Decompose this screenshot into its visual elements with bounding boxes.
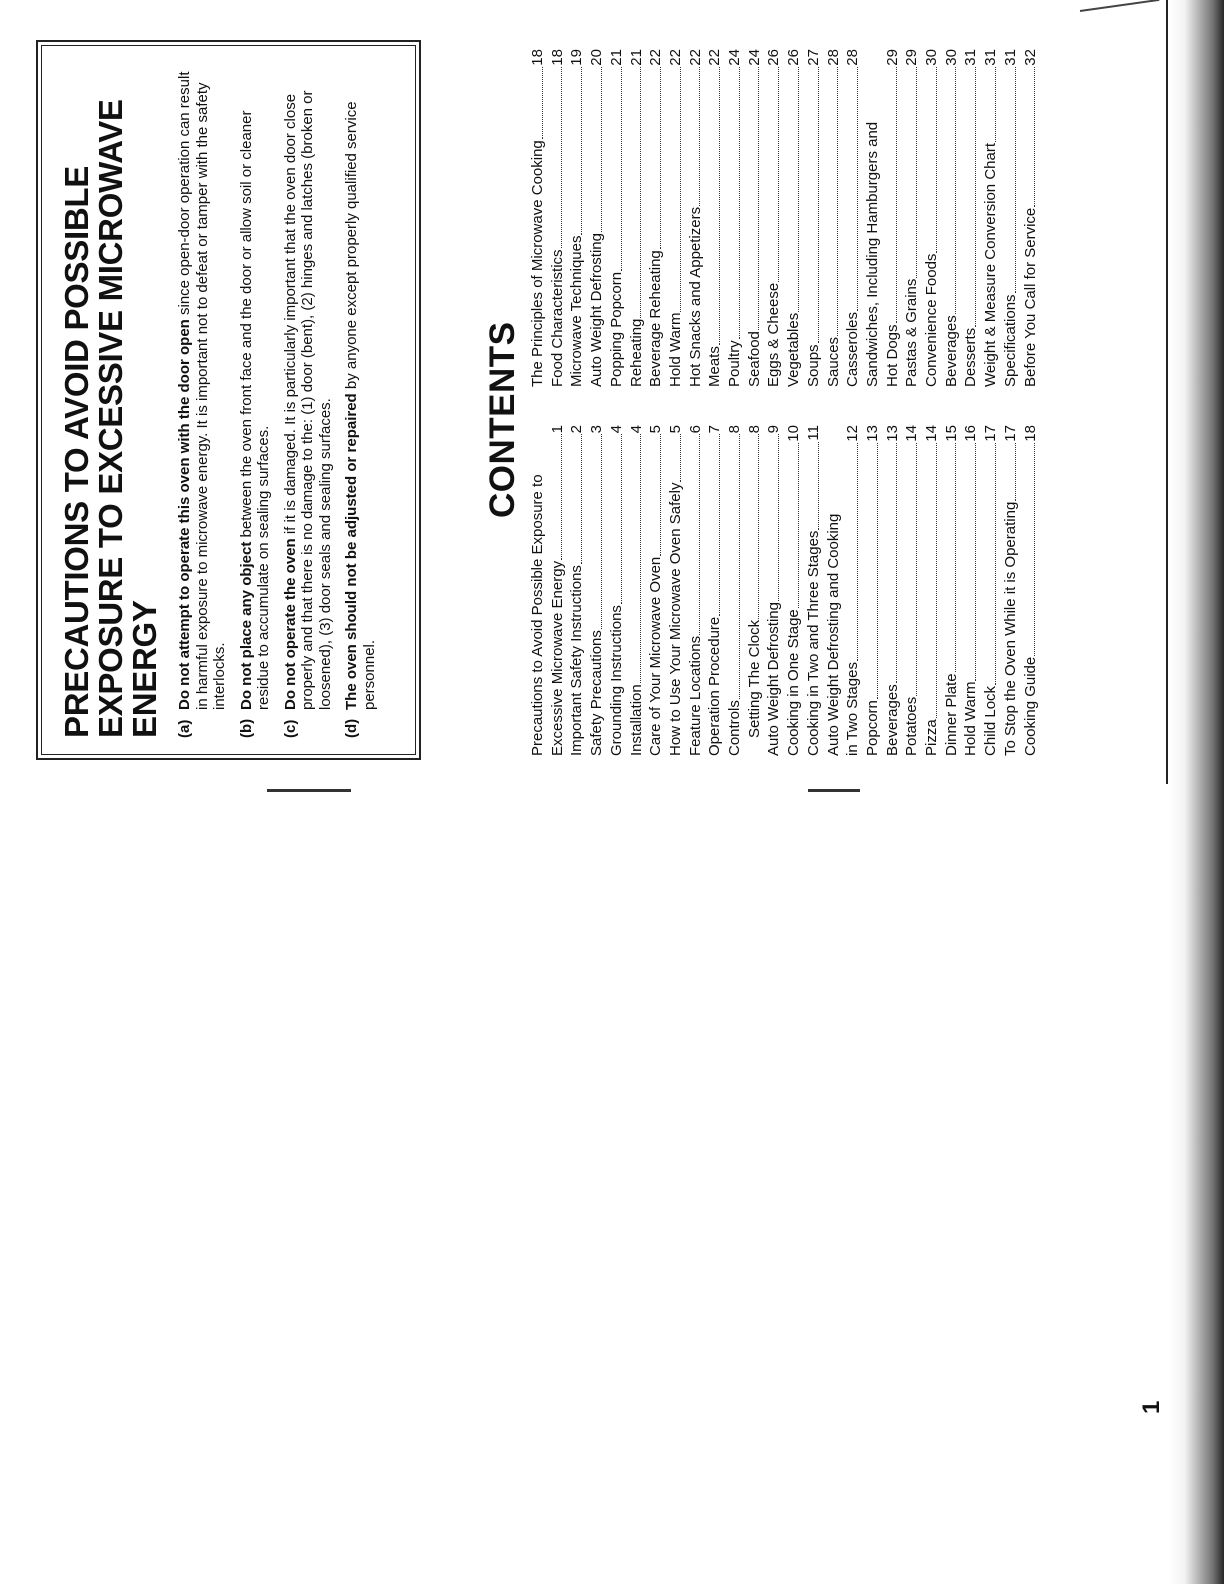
precaution-text: by anyone except properly qualified service personnel.	[343, 101, 378, 710]
toc-leader-dots	[1034, 67, 1035, 207]
toc-entry	[725, 425, 745, 756]
toc-entry-title: Vegetables	[785, 312, 803, 387]
toc-entry-title: How to Use Your Microwave Oven Safely	[666, 482, 684, 756]
toc-leader-dots	[778, 67, 779, 282]
toc-leader-dots	[680, 67, 681, 312]
toc-entry-title: Sandwiches, Including Hamburgers and	[863, 121, 881, 387]
toc-entry-page: 13	[883, 425, 901, 442]
toc-entry-page: 26	[785, 49, 803, 66]
precaution-item-b	[238, 62, 273, 738]
toc-leader-dots	[916, 443, 917, 696]
toc-leader-dots	[699, 434, 700, 635]
toc-entry-title: Pizza	[923, 719, 941, 756]
toc-leader-dots	[995, 443, 996, 685]
divider-rule	[267, 789, 351, 792]
toc-entry-page: 8	[745, 425, 763, 434]
toc-leader-dots	[936, 443, 937, 719]
toc-entry-page: 30	[942, 49, 960, 66]
toc-leader-dots	[778, 434, 779, 601]
toc-entry	[942, 49, 962, 387]
toc-entry-title: The Principles of Microwave Cooking	[529, 140, 546, 387]
toc-entry-title: Specifications	[1001, 294, 1019, 387]
toc-leader-dots	[699, 67, 700, 206]
toc-entry-title: Setting The Clock	[745, 619, 763, 738]
toc-entry-page: 18	[548, 49, 566, 66]
toc-leader-dots	[995, 67, 996, 142]
toc-entry-page: 21	[627, 49, 645, 66]
toc-entry	[902, 49, 922, 387]
toc-entry	[902, 425, 922, 756]
toc-entry-page: 22	[686, 49, 704, 66]
toc-leader-dots	[818, 67, 819, 344]
precaution-text: since open-door operation can result in harmful exposure to microwave energy. It is important not to defeat or tamper with the safety interlocks.	[176, 71, 228, 710]
toc-leader-dots	[739, 67, 740, 340]
toc-leader-dots	[896, 443, 897, 684]
toc-leader-dots	[621, 434, 622, 604]
precaution-text: between the oven front face and the door or allow soil or cleaner residue to accumulate on sealing surfaces.	[237, 110, 272, 710]
toc-entry-page: 24	[745, 49, 763, 66]
toc-entry-title: Auto Weight Defrosting	[588, 233, 606, 387]
toc-entry-title: Cooking in Two and Three Stages	[804, 530, 822, 756]
toc-entry	[961, 49, 981, 387]
precaution-item-d	[343, 62, 378, 738]
toc-leader-dots	[739, 434, 740, 699]
toc-entry-title: Soups	[804, 344, 822, 387]
contents-title: CONTENTS	[483, 321, 522, 518]
toc-entry-page: 22	[647, 49, 665, 66]
toc-entry-page: 4	[607, 425, 625, 434]
precautions-box	[36, 40, 421, 760]
toc-entry-page: 4	[627, 425, 645, 434]
precaution-bold-text: Do not attempt to operate this oven with the door open	[176, 319, 193, 710]
toc-leader-dots	[660, 67, 661, 250]
toc-leader-dots	[857, 443, 858, 661]
toc-entry-page: 18	[529, 49, 546, 66]
toc-leader-dots	[877, 443, 878, 699]
toc-leader-dots	[561, 67, 562, 249]
toc-entry-title: Popping Popcorn	[607, 271, 625, 387]
toc-entry-page: 11	[804, 425, 822, 441]
toc-leader-dots	[1015, 443, 1016, 501]
toc-entry	[666, 49, 686, 387]
toc-entry-title: Grounding Instructions	[607, 605, 625, 756]
toc-entry-page: 1	[548, 425, 566, 434]
toc-entry-title: Cooking Guide	[1021, 656, 1039, 756]
toc-entry-title: Precautions to Avoid Possible Exposure to	[529, 474, 546, 756]
toc-entry-page: 31	[982, 49, 1000, 66]
toc-entry	[646, 425, 666, 756]
toc-entry	[686, 49, 706, 387]
toc-entry-title: Auto Weight Defrosting and Cooking	[824, 513, 842, 756]
toc-entry-page: 29	[903, 49, 921, 66]
toc-entry	[745, 49, 765, 387]
toc-entry	[587, 425, 607, 756]
toc-entry-page: 9	[765, 425, 783, 434]
toc-leader-dots	[719, 67, 720, 345]
toc-entry-title: Safety Precautions	[588, 630, 606, 756]
toc-leader-dots	[798, 443, 799, 609]
toc-leader-dots	[818, 442, 819, 530]
toc-leader-dots	[955, 443, 956, 673]
toc-leader-dots	[601, 67, 602, 232]
toc-entry	[843, 425, 863, 756]
toc-entry	[824, 425, 844, 756]
toc-entry-title: Convenience Foods	[923, 253, 941, 387]
precaution-label: (b)	[237, 718, 255, 738]
toc-entry-page: 12	[844, 425, 862, 442]
precaution-text: if it is damaged. It is particularly important that the oven door close properly and that there is no damage to the: (1) door (bent), (2) hinges and latches (broken or loosened), (3) door seals and sealing surfaces.	[281, 90, 334, 710]
precautions-inner	[41, 45, 416, 755]
toc-leader-dots	[1034, 443, 1035, 656]
toc-entry-title: Care of Your Microwave Oven	[647, 556, 665, 756]
toc-entry	[843, 49, 863, 387]
toc-entry-title: Hold Warm	[962, 681, 980, 756]
toc-entry-title: Poultry	[726, 340, 744, 387]
toc-entry	[764, 49, 784, 387]
toc-leader-dots	[719, 434, 720, 615]
toc-entry	[607, 49, 627, 387]
toc-entry-page: 19	[568, 49, 586, 66]
toc-leader-dots	[798, 67, 799, 312]
toc-leader-dots	[601, 434, 602, 629]
toc-entry-page: 14	[923, 425, 941, 442]
toc-entry-title: Cooking in One Stage	[785, 609, 803, 756]
toc-entry-title: Important Safety Instructions	[568, 565, 586, 756]
toc-leader-dots	[581, 67, 582, 235]
toc-leader-dots	[542, 67, 543, 140]
scan-edge-shadow	[1168, 0, 1224, 1584]
toc-entry-page: 3	[588, 425, 606, 434]
toc-entry-page: 5	[666, 425, 684, 434]
toc-entry-title: Child Lock	[982, 685, 1000, 756]
toc-leader-dots	[561, 434, 562, 560]
toc-entry-title: Before You Call for Service	[1021, 207, 1039, 387]
toc-leader-dots	[896, 67, 897, 324]
toc-entry-page: 31	[1001, 49, 1019, 66]
toc-entry-page: 22	[666, 49, 684, 66]
toc-entry-page: 16	[962, 425, 980, 442]
contents-column-left	[528, 425, 1040, 756]
toc-leader-dots	[1015, 67, 1016, 294]
toc-entry	[784, 425, 804, 756]
toc-entry-title: Beverages	[942, 315, 960, 387]
toc-entry	[745, 425, 765, 756]
toc-entry-title: Feature Locations	[686, 635, 704, 756]
toc-entry-page: 27	[804, 49, 822, 66]
toc-entry	[883, 49, 903, 387]
toc-entry-title: Hot Dogs	[883, 324, 901, 387]
toc-leader-dots	[857, 67, 858, 311]
toc-entry-page: 29	[883, 49, 901, 66]
toc-entry-title: Seafood	[745, 331, 763, 387]
toc-leader-dots	[621, 67, 622, 271]
toc-entry-title: Sauces	[824, 336, 842, 387]
toc-entry	[705, 49, 725, 387]
toc-entry	[1001, 49, 1021, 387]
toc-entry-page: 22	[706, 49, 724, 66]
toc-entry	[686, 425, 706, 756]
toc-entry-title: Dinner Plate	[942, 673, 960, 756]
toc-entry-page: 7	[706, 425, 724, 434]
toc-entry-page: 21	[607, 49, 625, 66]
toc-entry-title: Potatoes	[903, 696, 921, 756]
toc-leader-dots	[680, 434, 681, 481]
toc-entry-page: 17	[1001, 425, 1019, 442]
toc-leader-dots	[975, 443, 976, 681]
toc-entry-title: Meats	[706, 346, 724, 387]
precaution-label: (a)	[176, 719, 193, 738]
toc-leader-dots	[837, 67, 838, 336]
toc-entry-title: Casseroles	[844, 311, 862, 387]
toc-entry-title: Operation Procedure	[706, 616, 724, 756]
toc-entry-title: Controls	[726, 700, 744, 756]
toc-entry	[764, 425, 784, 756]
toc-entry-page: 13	[863, 425, 881, 442]
toc-leader-dots	[936, 67, 937, 253]
toc-entry	[981, 425, 1001, 756]
toc-entry	[607, 425, 627, 756]
toc-entry	[567, 49, 587, 387]
toc-entry-title: Popcorn	[863, 700, 881, 756]
toc-entry-title: Excessive Microwave Energy	[548, 560, 566, 756]
toc-leader-dots	[955, 67, 956, 315]
toc-entry-page: 26	[765, 49, 783, 66]
toc-entry-title: Auto Weight Defrosting	[765, 602, 783, 756]
toc-entry-title: Beverages	[883, 684, 901, 756]
page-number: 1	[1138, 1400, 1165, 1414]
toc-entry	[1021, 49, 1041, 387]
toc-entry	[666, 425, 686, 756]
toc-entry	[528, 425, 548, 756]
precaution-label: (d)	[343, 718, 360, 738]
toc-entry-page: 15	[942, 425, 960, 442]
toc-entry	[961, 425, 981, 756]
toc-entry-title: Installation	[627, 684, 645, 756]
precaution-bold-text: The oven should not be adjusted or repaired	[343, 393, 360, 710]
toc-entry	[863, 425, 883, 756]
toc-leader-dots	[640, 67, 641, 318]
toc-entry	[548, 49, 568, 387]
toc-leader-dots	[660, 434, 661, 555]
precaution-item-c	[282, 62, 335, 738]
toc-entry	[804, 49, 824, 387]
toc-entry	[548, 425, 568, 756]
toc-leader-dots	[916, 67, 917, 278]
toc-entry-page: 17	[982, 425, 1000, 442]
toc-entry-title: Hold Warm	[666, 312, 684, 387]
toc-entry-page: 2	[568, 425, 586, 434]
toc-entry-page: 31	[962, 49, 980, 66]
corner-mark	[1080, 0, 1159, 12]
toc-entry-page: 10	[785, 425, 803, 442]
toc-entry-title: To Stop the Oven While it is Operating	[1001, 501, 1019, 756]
toc-entry-page: 32	[1021, 49, 1039, 66]
toc-entry-page: 18	[1021, 425, 1039, 442]
toc-entry	[922, 425, 942, 756]
toc-entry	[567, 425, 587, 756]
toc-entry	[863, 49, 883, 387]
toc-entry-title: Food Characteristics	[548, 249, 566, 387]
toc-entry	[705, 425, 725, 756]
toc-entry-title: Pastas & Grains	[903, 278, 921, 387]
toc-entry	[804, 425, 824, 756]
toc-entry-page: 28	[844, 49, 862, 66]
toc-entry-title: Desserts	[962, 327, 980, 387]
toc-entry-title: Microwave Techniques	[568, 235, 586, 387]
toc-entry-page: 5	[647, 425, 665, 434]
toc-leader-dots	[758, 434, 759, 619]
toc-entry	[587, 49, 607, 387]
precaution-item-a	[176, 62, 229, 738]
toc-leader-dots	[758, 67, 759, 330]
toc-entry-title: Weight & Measure Conversion Chart	[982, 143, 1000, 387]
toc-entry-page: 30	[923, 49, 941, 66]
toc-entry	[1021, 425, 1041, 756]
toc-entry	[528, 49, 548, 387]
divider-rule	[808, 789, 860, 792]
toc-entry-title: Beverage Reheating	[647, 250, 665, 387]
precautions-title: PRECAUTIONS TO AVOID POSSIBLE EXPOSURE TO EXCESSIVE MICROWAVE ENERGY	[58, 99, 163, 738]
toc-leader-dots	[975, 67, 976, 327]
toc-entry	[646, 49, 666, 387]
toc-entry	[883, 425, 903, 756]
toc-entry	[725, 49, 745, 387]
precaution-bold-text: Do not place any object	[237, 541, 255, 710]
toc-entry-page: 24	[726, 49, 744, 66]
toc-entry	[942, 425, 962, 756]
toc-entry-page: 28	[824, 49, 842, 66]
contents-column-right	[528, 49, 1040, 387]
toc-entry-page: 14	[903, 425, 921, 442]
toc-entry	[784, 49, 804, 387]
toc-entry-title: Reheating	[627, 318, 645, 387]
toc-entry-title: Hot Snacks and Appetizers	[686, 206, 704, 387]
toc-entry-title: in Two Stages	[844, 662, 862, 756]
precaution-label: (c)	[281, 719, 299, 738]
toc-entry	[981, 49, 1001, 387]
toc-entry-page: 6	[686, 425, 704, 434]
toc-leader-dots	[640, 434, 641, 683]
precaution-bold-text: Do not operate the oven	[281, 538, 299, 710]
toc-entry	[1001, 425, 1021, 756]
toc-entry	[627, 49, 647, 387]
toc-entry-page: 20	[588, 49, 606, 66]
toc-entry-page: 8	[726, 425, 744, 434]
toc-entry-title: Eggs & Cheese	[765, 282, 783, 387]
toc-entry	[824, 49, 844, 387]
toc-entry	[627, 425, 647, 756]
toc-entry	[922, 49, 942, 387]
toc-leader-dots	[581, 434, 582, 564]
